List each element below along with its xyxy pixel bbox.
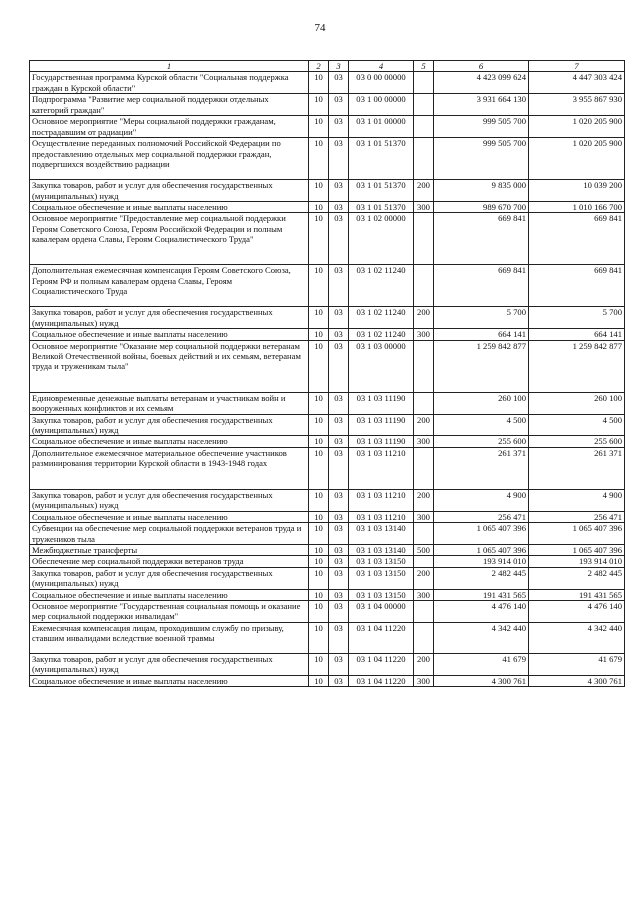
row-sum-1: 664 141 xyxy=(434,329,529,340)
row-sum-1: 261 371 xyxy=(434,447,529,489)
budget-table xyxy=(29,60,625,687)
table-row xyxy=(30,202,625,213)
row-sum-1: 260 100 xyxy=(434,392,529,414)
row-csr: 03 1 03 11210 xyxy=(349,511,414,522)
table-row xyxy=(30,511,625,522)
row-rz: 10 xyxy=(309,653,329,675)
row-name: Социальное обеспечение и иные выплаты населению xyxy=(30,329,309,340)
row-vr xyxy=(414,72,434,94)
row-csr: 03 1 02 11240 xyxy=(349,307,414,329)
row-vr xyxy=(414,622,434,653)
row-name: Закупка товаров, работ и услуг для обеспечения государственных (муниципальных) нужд xyxy=(30,653,309,675)
row-pr: 03 xyxy=(329,307,349,329)
row-sum-2: 193 914 010 xyxy=(529,556,625,567)
row-pr: 03 xyxy=(329,489,349,511)
row-rz: 10 xyxy=(309,489,329,511)
table-row xyxy=(30,138,625,180)
row-pr: 03 xyxy=(329,414,349,436)
row-rz: 10 xyxy=(309,447,329,489)
row-csr: 03 1 01 51370 xyxy=(349,138,414,180)
row-sum-2: 2 482 445 xyxy=(529,567,625,589)
row-vr: 300 xyxy=(414,589,434,600)
table-row xyxy=(30,589,625,600)
row-sum-2: 5 700 xyxy=(529,307,625,329)
row-pr: 03 xyxy=(329,436,349,447)
row-sum-1: 1 065 407 396 xyxy=(434,544,529,555)
row-pr: 03 xyxy=(329,180,349,202)
column-number: 3 xyxy=(329,61,349,72)
row-pr: 03 xyxy=(329,265,349,307)
row-name: Основное мероприятие "Государственная социальная помощь и оказание мер социальной поддержки инвалидам" xyxy=(30,600,309,622)
row-csr: 03 1 03 11190 xyxy=(349,414,414,436)
row-pr: 03 xyxy=(329,675,349,686)
row-sum-2: 10 039 200 xyxy=(529,180,625,202)
row-vr xyxy=(414,523,434,545)
row-name: Основное мероприятие "Меры социальной поддержки гражданам, пострадавшим от радиации" xyxy=(30,116,309,138)
row-sum-1: 3 931 664 130 xyxy=(434,94,529,116)
row-name: Основное мероприятие "Оказание мер социальной поддержки ветеранам Великой Отечественной войны, боевых действий и их семьям, ветеранам труда и труженикам тыла" xyxy=(30,340,309,392)
row-sum-2: 255 600 xyxy=(529,436,625,447)
row-rz: 10 xyxy=(309,622,329,653)
table-row xyxy=(30,523,625,545)
row-rz: 10 xyxy=(309,138,329,180)
table-row xyxy=(30,72,625,94)
row-vr: 500 xyxy=(414,544,434,555)
table-row xyxy=(30,116,625,138)
row-pr: 03 xyxy=(329,392,349,414)
row-name: Социальное обеспечение и иные выплаты населению xyxy=(30,436,309,447)
row-pr: 03 xyxy=(329,622,349,653)
row-sum-1: 5 700 xyxy=(434,307,529,329)
row-sum-2: 41 679 xyxy=(529,653,625,675)
row-name: Дополнительное ежемесячное материальное обеспечение участников разминирования территории Курской области в 1943-1948 годах xyxy=(30,447,309,489)
column-number: 7 xyxy=(529,61,625,72)
row-name: Субвенции на обеспечение мер социальной поддержки ветеранов труда и тружеников тыла xyxy=(30,523,309,545)
row-csr: 03 1 03 00000 xyxy=(349,340,414,392)
row-csr: 03 1 04 11220 xyxy=(349,675,414,686)
row-vr: 300 xyxy=(414,436,434,447)
row-csr: 03 1 03 11190 xyxy=(349,392,414,414)
row-sum-1: 4 423 099 624 xyxy=(434,72,529,94)
row-sum-1: 999 505 700 xyxy=(434,116,529,138)
row-sum-1: 669 841 xyxy=(434,213,529,265)
row-name: Ежемесячная компенсация лицам, проходившим службу по призыву, ставшим инвалидами вследствие военной травмы xyxy=(30,622,309,653)
row-sum-1: 4 500 xyxy=(434,414,529,436)
table-row xyxy=(30,414,625,436)
table-row xyxy=(30,675,625,686)
row-name: Социальное обеспечение и иные выплаты населению xyxy=(30,202,309,213)
row-rz: 10 xyxy=(309,329,329,340)
table-row xyxy=(30,622,625,653)
row-vr xyxy=(414,213,434,265)
row-csr: 03 1 01 00000 xyxy=(349,116,414,138)
row-rz: 10 xyxy=(309,180,329,202)
row-rz: 10 xyxy=(309,523,329,545)
row-sum-2: 256 471 xyxy=(529,511,625,522)
row-name: Закупка товаров, работ и услуг для обеспечения государственных (муниципальных) нужд xyxy=(30,489,309,511)
row-csr: 03 1 01 51370 xyxy=(349,202,414,213)
row-pr: 03 xyxy=(329,329,349,340)
row-vr xyxy=(414,116,434,138)
row-vr xyxy=(414,556,434,567)
table-row xyxy=(30,213,625,265)
row-sum-2: 1 010 166 700 xyxy=(529,202,625,213)
table-row xyxy=(30,436,625,447)
row-rz: 10 xyxy=(309,72,329,94)
table-row xyxy=(30,447,625,489)
row-sum-2: 4 447 303 424 xyxy=(529,72,625,94)
row-sum-2: 4 300 761 xyxy=(529,675,625,686)
row-name: Закупка товаров, работ и услуг для обеспечения государственных (муниципальных) нужд xyxy=(30,180,309,202)
table-row xyxy=(30,265,625,307)
row-sum-1: 256 471 xyxy=(434,511,529,522)
row-vr: 300 xyxy=(414,329,434,340)
row-sum-1: 669 841 xyxy=(434,265,529,307)
row-csr: 03 1 03 11210 xyxy=(349,489,414,511)
row-sum-2: 1 065 407 396 xyxy=(529,523,625,545)
row-csr: 03 1 03 13140 xyxy=(349,544,414,555)
row-csr: 03 1 04 11220 xyxy=(349,653,414,675)
table-body xyxy=(30,72,625,687)
row-csr: 03 1 03 13150 xyxy=(349,567,414,589)
row-name: Закупка товаров, работ и услуг для обеспечения государственных (муниципальных) нужд xyxy=(30,414,309,436)
row-rz: 10 xyxy=(309,392,329,414)
column-number: 6 xyxy=(434,61,529,72)
row-sum-1: 2 482 445 xyxy=(434,567,529,589)
row-csr: 03 1 04 11220 xyxy=(349,622,414,653)
row-pr: 03 xyxy=(329,589,349,600)
row-rz: 10 xyxy=(309,589,329,600)
row-name: Подпрограмма "Развитие мер социальной поддержки отдельных категорий граждан" xyxy=(30,94,309,116)
row-sum-1: 191 431 565 xyxy=(434,589,529,600)
row-csr: 03 0 00 00000 xyxy=(349,72,414,94)
row-rz: 10 xyxy=(309,567,329,589)
row-pr: 03 xyxy=(329,523,349,545)
table-row xyxy=(30,489,625,511)
row-pr: 03 xyxy=(329,340,349,392)
row-csr: 03 1 02 11240 xyxy=(349,329,414,340)
row-vr xyxy=(414,265,434,307)
row-pr: 03 xyxy=(329,138,349,180)
row-pr: 03 xyxy=(329,447,349,489)
table-row xyxy=(30,340,625,392)
row-sum-1: 1 259 842 877 xyxy=(434,340,529,392)
table-row xyxy=(30,544,625,555)
row-vr: 200 xyxy=(414,653,434,675)
row-rz: 10 xyxy=(309,544,329,555)
row-rz: 10 xyxy=(309,511,329,522)
table-row xyxy=(30,307,625,329)
row-csr: 03 1 03 13140 xyxy=(349,523,414,545)
row-vr xyxy=(414,94,434,116)
row-pr: 03 xyxy=(329,556,349,567)
row-pr: 03 xyxy=(329,213,349,265)
row-sum-2: 669 841 xyxy=(529,213,625,265)
row-vr: 200 xyxy=(414,414,434,436)
row-sum-2: 4 900 xyxy=(529,489,625,511)
row-name: Социальное обеспечение и иные выплаты населению xyxy=(30,589,309,600)
row-rz: 10 xyxy=(309,675,329,686)
row-pr: 03 xyxy=(329,567,349,589)
row-csr: 03 1 03 13150 xyxy=(349,589,414,600)
row-name: Закупка товаров, работ и услуг для обеспечения государственных (муниципальных) нужд xyxy=(30,307,309,329)
row-pr: 03 xyxy=(329,116,349,138)
row-name: Основное мероприятие "Предоставление мер социальной поддержки Героям Советского Союза, Героям Российской Федерации и полным кавалерам ордена Славы, Героям Социалистического Труда" xyxy=(30,213,309,265)
row-sum-2: 3 955 867 930 xyxy=(529,94,625,116)
table-row xyxy=(30,329,625,340)
row-vr xyxy=(414,600,434,622)
table-row xyxy=(30,653,625,675)
row-sum-1: 1 065 407 396 xyxy=(434,523,529,545)
column-number: 5 xyxy=(414,61,434,72)
row-sum-2: 1 065 407 396 xyxy=(529,544,625,555)
row-sum-1: 255 600 xyxy=(434,436,529,447)
row-sum-2: 4 476 140 xyxy=(529,600,625,622)
row-sum-2: 1 020 205 900 xyxy=(529,138,625,180)
row-name: Единовременные денежные выплаты ветеранам и участникам войн и вооруженных конфликтов и их семьям xyxy=(30,392,309,414)
row-sum-2: 1 020 205 900 xyxy=(529,116,625,138)
row-rz: 10 xyxy=(309,307,329,329)
column-number: 2 xyxy=(309,61,329,72)
row-pr: 03 xyxy=(329,511,349,522)
row-csr: 03 1 04 00000 xyxy=(349,600,414,622)
row-vr: 200 xyxy=(414,307,434,329)
row-vr xyxy=(414,392,434,414)
row-name: Дополнительная ежемесячная компенсация Героям Советского Союза, Героям РФ и полным кавалерам ордена Славы, Героям Социалистического Труда xyxy=(30,265,309,307)
row-pr: 03 xyxy=(329,72,349,94)
row-name: Обеспечение мер социальной поддержки ветеранов труда xyxy=(30,556,309,567)
row-csr: 03 1 01 51370 xyxy=(349,180,414,202)
row-rz: 10 xyxy=(309,116,329,138)
table-row xyxy=(30,392,625,414)
row-csr: 03 1 03 11190 xyxy=(349,436,414,447)
row-csr: 03 1 03 13150 xyxy=(349,556,414,567)
row-name: Государственная программа Курской области "Социальная поддержка граждан в Курской области" xyxy=(30,72,309,94)
row-csr: 03 1 03 11210 xyxy=(349,447,414,489)
row-sum-2: 4 342 440 xyxy=(529,622,625,653)
table-row xyxy=(30,556,625,567)
row-csr: 03 1 02 11240 xyxy=(349,265,414,307)
row-vr: 200 xyxy=(414,180,434,202)
row-rz: 10 xyxy=(309,213,329,265)
row-sum-1: 4 900 xyxy=(434,489,529,511)
column-number-row xyxy=(30,61,625,72)
row-vr: 200 xyxy=(414,489,434,511)
table-row xyxy=(30,94,625,116)
row-name: Осуществление переданных полномочий Российской Федерации по предоставлению отдельных мер социальной поддержки граждан, подвергшихся воздействию радиации xyxy=(30,138,309,180)
row-sum-2: 664 141 xyxy=(529,329,625,340)
row-sum-2: 4 500 xyxy=(529,414,625,436)
row-name: Межбюджетные трансферты xyxy=(30,544,309,555)
row-csr: 03 1 02 00000 xyxy=(349,213,414,265)
row-sum-2: 260 100 xyxy=(529,392,625,414)
row-name: Социальное обеспечение и иные выплаты населению xyxy=(30,511,309,522)
row-sum-1: 9 835 000 xyxy=(434,180,529,202)
row-vr: 300 xyxy=(414,511,434,522)
row-sum-1: 989 670 700 xyxy=(434,202,529,213)
row-vr: 300 xyxy=(414,675,434,686)
row-sum-2: 1 259 842 877 xyxy=(529,340,625,392)
row-vr xyxy=(414,340,434,392)
row-pr: 03 xyxy=(329,653,349,675)
row-pr: 03 xyxy=(329,202,349,213)
table-row xyxy=(30,567,625,589)
column-number: 1 xyxy=(30,61,309,72)
row-sum-1: 999 505 700 xyxy=(434,138,529,180)
row-rz: 10 xyxy=(309,202,329,213)
row-vr xyxy=(414,447,434,489)
row-vr: 200 xyxy=(414,567,434,589)
row-pr: 03 xyxy=(329,600,349,622)
row-rz: 10 xyxy=(309,414,329,436)
row-rz: 10 xyxy=(309,94,329,116)
row-name: Закупка товаров, работ и услуг для обеспечения государственных (муниципальных) нужд xyxy=(30,567,309,589)
row-sum-2: 191 431 565 xyxy=(529,589,625,600)
row-sum-1: 193 914 010 xyxy=(434,556,529,567)
row-rz: 10 xyxy=(309,556,329,567)
row-rz: 10 xyxy=(309,600,329,622)
row-vr: 300 xyxy=(414,202,434,213)
table-row xyxy=(30,180,625,202)
row-sum-1: 4 300 761 xyxy=(434,675,529,686)
row-sum-2: 261 371 xyxy=(529,447,625,489)
row-rz: 10 xyxy=(309,265,329,307)
row-rz: 10 xyxy=(309,340,329,392)
row-vr xyxy=(414,138,434,180)
row-pr: 03 xyxy=(329,544,349,555)
row-sum-1: 41 679 xyxy=(434,653,529,675)
row-sum-1: 4 342 440 xyxy=(434,622,529,653)
row-csr: 03 1 00 00000 xyxy=(349,94,414,116)
page-number: 74 xyxy=(314,22,326,34)
row-name: Социальное обеспечение и иные выплаты населению xyxy=(30,675,309,686)
row-rz: 10 xyxy=(309,436,329,447)
row-sum-1: 4 476 140 xyxy=(434,600,529,622)
row-sum-2: 669 841 xyxy=(529,265,625,307)
table-row xyxy=(30,600,625,622)
row-pr: 03 xyxy=(329,94,349,116)
column-number: 4 xyxy=(349,61,414,72)
